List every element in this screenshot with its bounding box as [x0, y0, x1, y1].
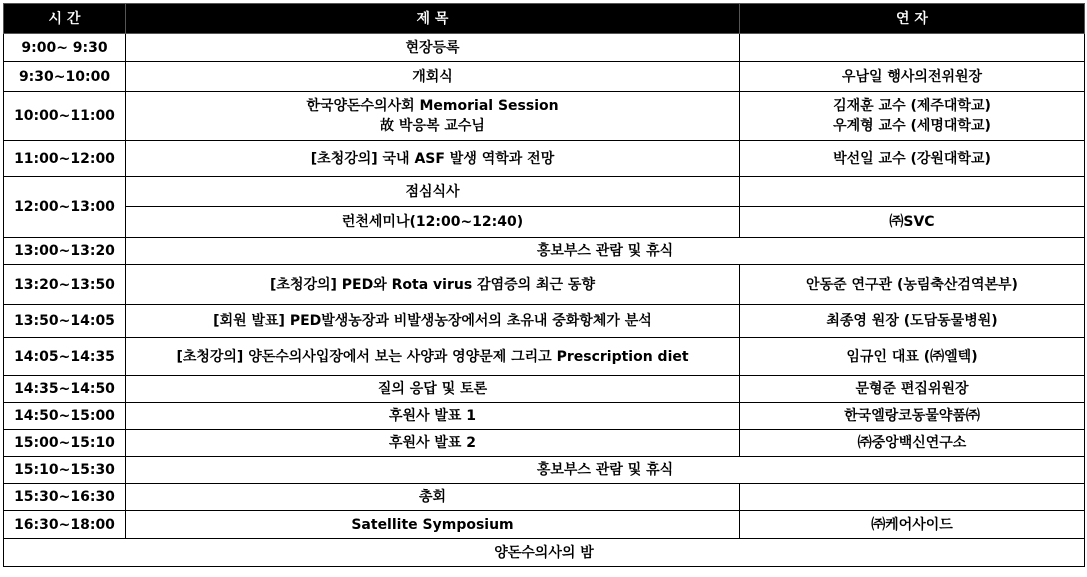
- row-title: 점심식사: [126, 177, 740, 207]
- row-time: 11:00~12:00: [4, 141, 126, 177]
- row-time: 9:30~10:00: [4, 62, 126, 92]
- row-time: 15:30~16:30: [4, 484, 126, 511]
- row-time: 16:30~18:00: [4, 511, 126, 539]
- row-speaker: 문형준 편집위원장: [740, 376, 1085, 403]
- row-speaker: [740, 34, 1085, 62]
- row-time: 15:10~15:30: [4, 457, 126, 484]
- row-time: 14:05~14:35: [4, 338, 126, 376]
- row-title-line-1: 한국양돈수의사회 Memorial Session: [306, 98, 559, 114]
- header-speaker: 연 자: [740, 4, 1085, 34]
- table-row: [4, 92, 1085, 141]
- row-title: [초청강의] PED와 Rota virus 감염증의 최근 동향: [126, 265, 740, 305]
- header-time: 시 간: [4, 4, 126, 34]
- row-time: 13:50~14:05: [4, 305, 126, 338]
- row-speaker: [740, 484, 1085, 511]
- table-row: [4, 376, 1085, 403]
- row-title: [초청강의] 양돈수의사입장에서 보는 사양과 영양문제 그리고 Prescription diet: [126, 338, 740, 376]
- table-row: [4, 62, 1085, 92]
- footer-row: [4, 539, 1085, 567]
- row-speaker-line-2: 우계형 교수 (세명대학교): [833, 118, 991, 134]
- row-title: Satellite Symposium: [126, 511, 740, 539]
- row-title: [126, 92, 740, 141]
- row-time: 10:00~11:00: [4, 92, 126, 141]
- row-title: [초청강의] 국내 ASF 발생 역학과 전망: [126, 141, 740, 177]
- row-speaker: ㈜SVC: [740, 207, 1085, 238]
- row-title: 현장등록: [126, 34, 740, 62]
- row-title-line-2: 故 박응복 교수님: [380, 118, 485, 134]
- row-speaker: 박선일 교수 (강원대학교): [740, 141, 1085, 177]
- row-title: 총회: [126, 484, 740, 511]
- table-row: [4, 34, 1085, 62]
- row-title: 개회식: [126, 62, 740, 92]
- row-time: 15:00~15:10: [4, 430, 126, 457]
- table-row: [4, 457, 1085, 484]
- row-title-span: 홍보부스 관람 및 휴식: [126, 457, 1085, 484]
- row-title: 후원사 발표 2: [126, 430, 740, 457]
- row-time: 13:20~13:50: [4, 265, 126, 305]
- row-title: 런천세미나(12:00~12:40): [126, 207, 740, 238]
- row-speaker: [740, 92, 1085, 141]
- row-speaker: 한국엘랑코동물약품㈜: [740, 403, 1085, 430]
- schedule-table: [3, 3, 1085, 567]
- footer-title: 양돈수의사의 밤: [4, 539, 1085, 567]
- row-title: 질의 응답 및 토론: [126, 376, 740, 403]
- row-title: 후원사 발표 1: [126, 403, 740, 430]
- table-row: [4, 403, 1085, 430]
- row-time: 14:50~15:00: [4, 403, 126, 430]
- table-row: [4, 265, 1085, 305]
- table-row: [4, 338, 1085, 376]
- row-title: [회원 발표] PED발생농장과 비발생농장에서의 초유내 중화항체가 분석: [126, 305, 740, 338]
- table-row: [4, 177, 1085, 207]
- table-row: [4, 207, 1085, 238]
- header-title: 제 목: [126, 4, 740, 34]
- row-speaker: 임규인 대표 (㈜엘텍): [740, 338, 1085, 376]
- row-speaker: 최종영 원장 (도담동물병원): [740, 305, 1085, 338]
- table-row: [4, 238, 1085, 265]
- row-speaker: ㈜중앙백신연구소: [740, 430, 1085, 457]
- row-speaker: [740, 177, 1085, 207]
- table-row: [4, 430, 1085, 457]
- row-speaker-line-1: 김재훈 교수 (제주대학교): [833, 98, 991, 114]
- table-row: [4, 484, 1085, 511]
- row-speaker: ㈜케어사이드: [740, 511, 1085, 539]
- row-speaker: 안동준 연구관 (농림축산검역본부): [740, 265, 1085, 305]
- row-time: 14:35~14:50: [4, 376, 126, 403]
- table-row: [4, 305, 1085, 338]
- header-row: [4, 4, 1085, 34]
- row-title-span: 홍보부스 관람 및 휴식: [126, 238, 1085, 265]
- table-row: [4, 141, 1085, 177]
- row-speaker: 우남일 행사의전위원장: [740, 62, 1085, 92]
- row-time: 13:00~13:20: [4, 238, 126, 265]
- table-row: [4, 511, 1085, 539]
- row-time: 12:00~13:00: [4, 177, 126, 238]
- row-time: 9:00~ 9:30: [4, 34, 126, 62]
